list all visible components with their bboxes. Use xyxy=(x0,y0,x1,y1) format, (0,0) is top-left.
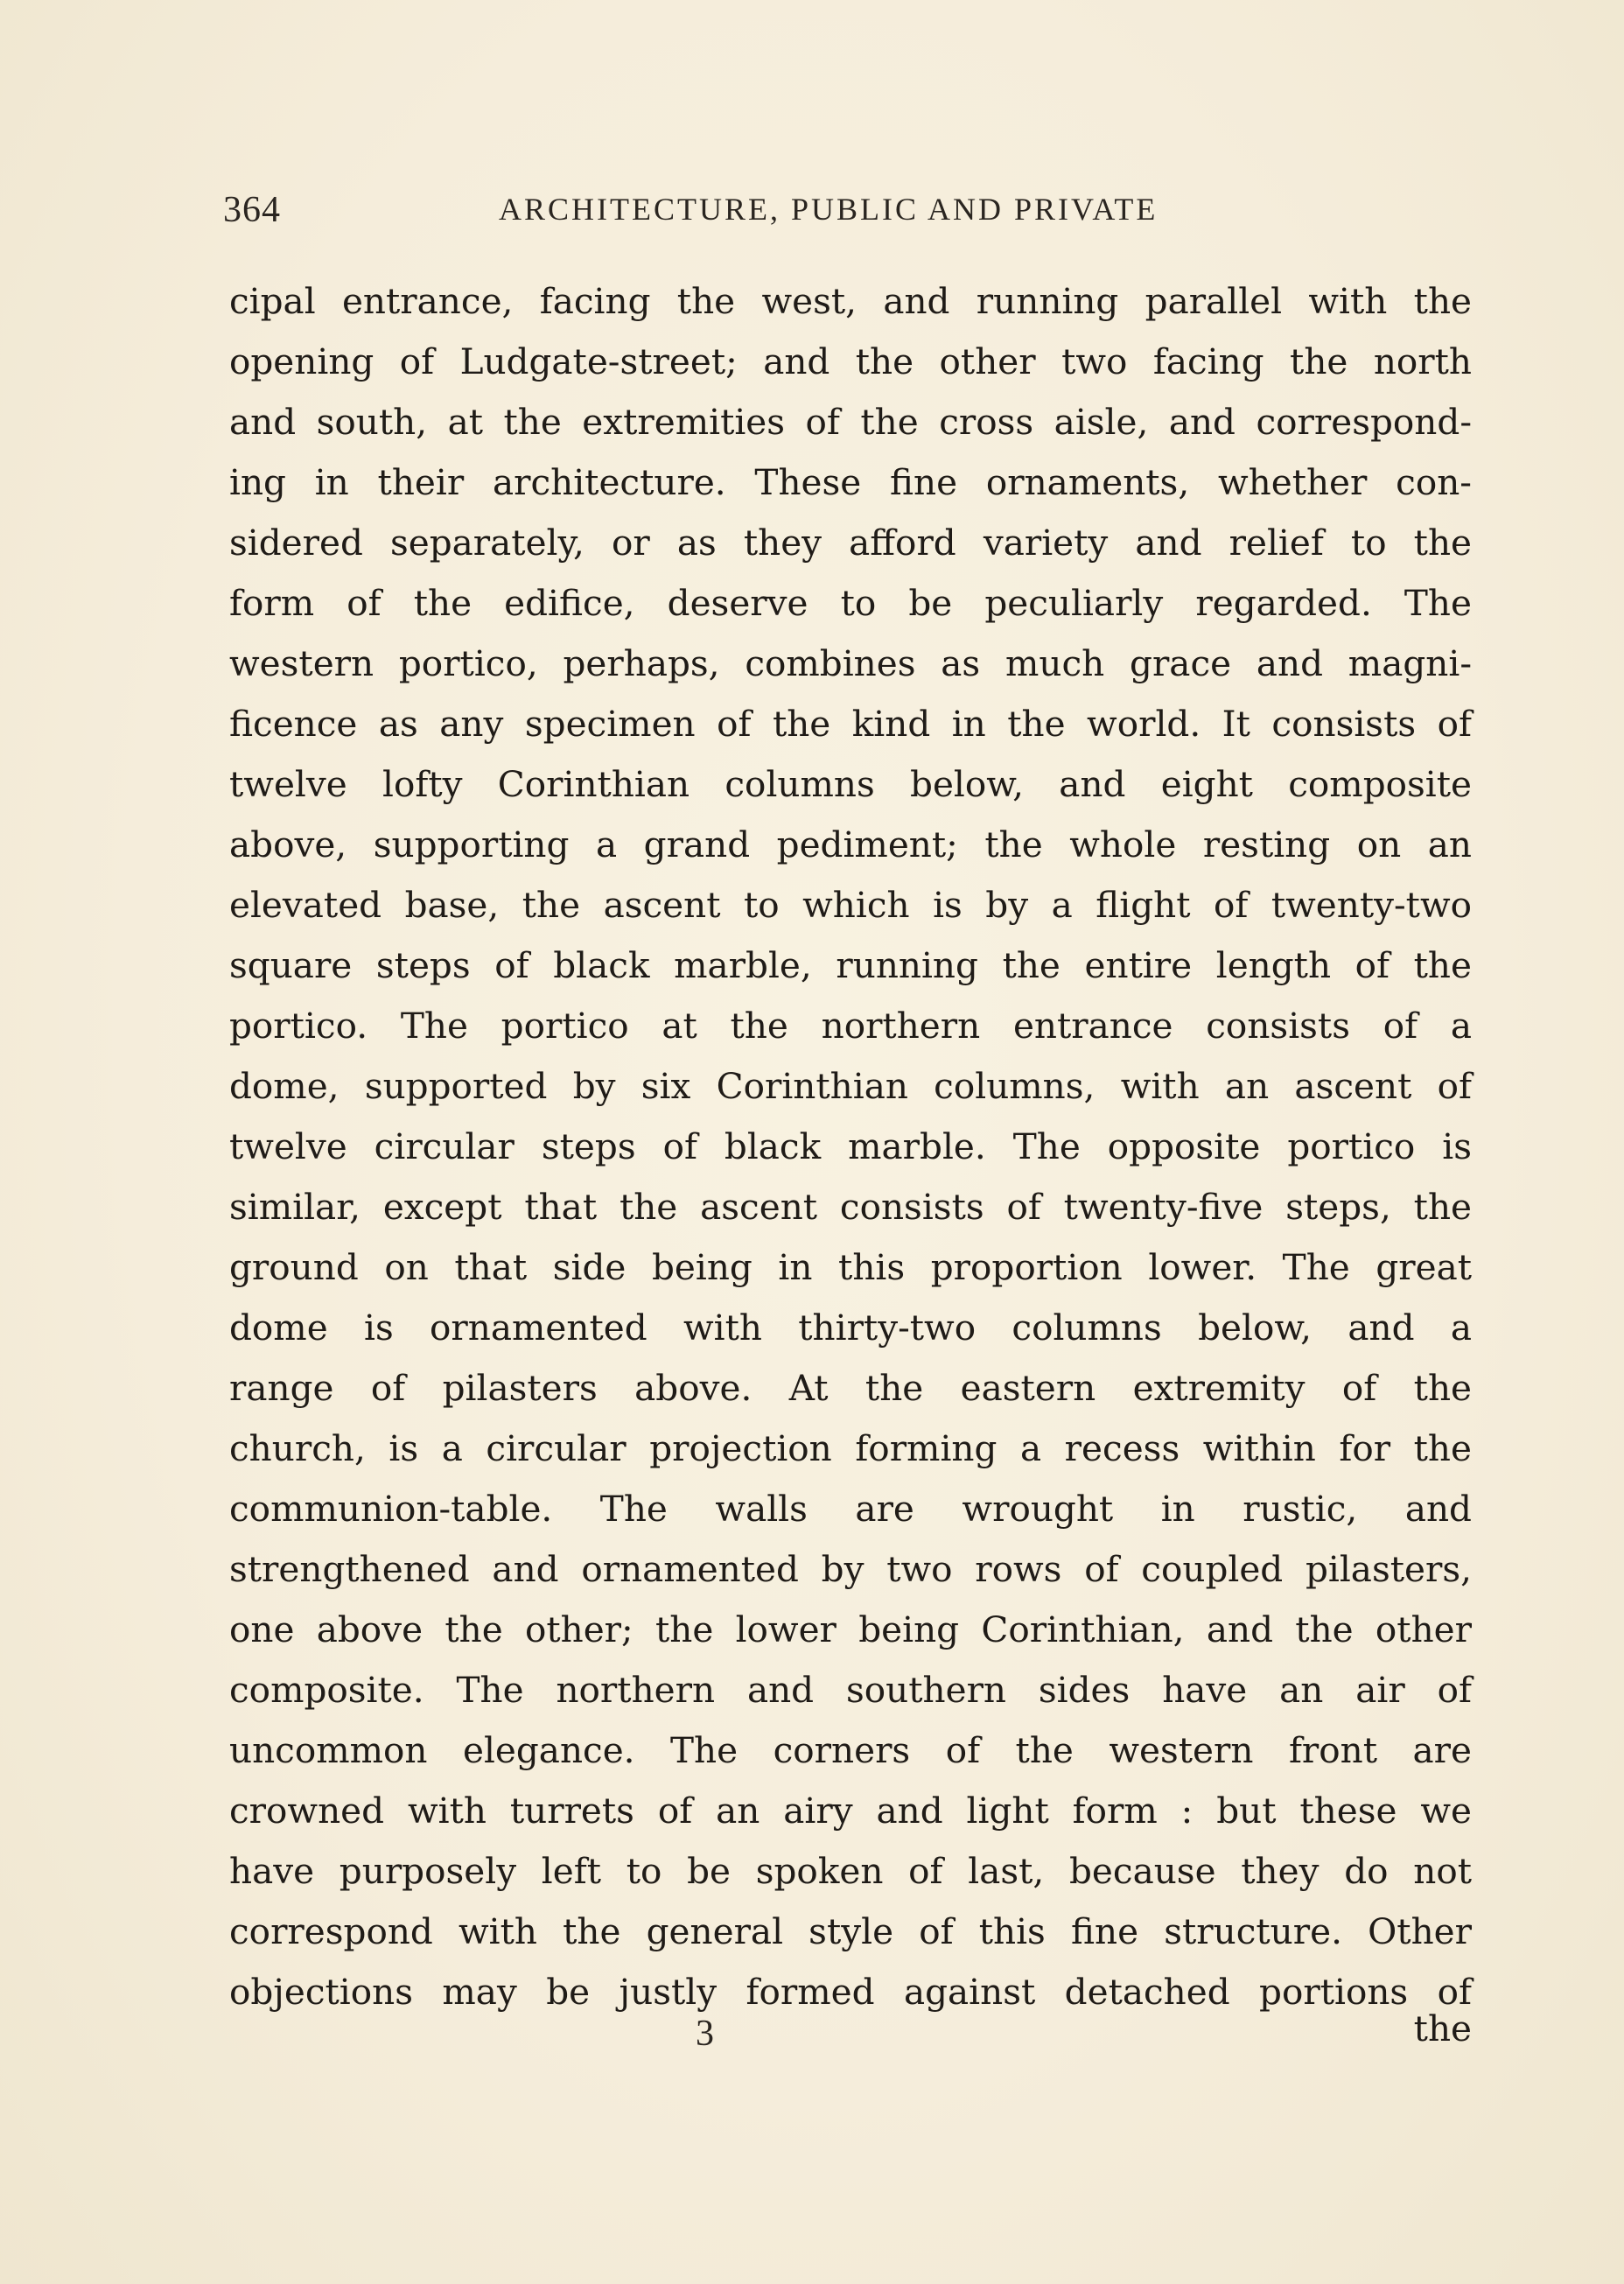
text-line: twelve lofty Corinthian columns below, and eight composite xyxy=(229,763,1472,805)
text-line: ing in their architecture. These fine ornaments, whether con- xyxy=(229,461,1472,503)
text-line: church, is a circular projection forming a recess within for the xyxy=(229,1427,1472,1469)
text-line: sidered separately, or as they afford variety and relief to the xyxy=(229,522,1472,564)
page-number: 364 xyxy=(223,190,281,230)
signature-mark: 3 xyxy=(696,2014,714,2054)
text-line: ficence as any specimen of the kind in the world. It consists of xyxy=(229,703,1472,745)
page-header xyxy=(223,184,1474,236)
text-line: strengthened and ornamented by two rows of coupled pilasters, xyxy=(229,1548,1472,1590)
text-line: ground on that side being in this proportion lower. The great xyxy=(229,1246,1472,1288)
running-head: ARCHITECTURE, PUBLIC AND PRIVATE xyxy=(499,192,1158,227)
text-line: range of pilasters above. At the eastern extremity of the xyxy=(229,1367,1472,1409)
text-line: correspond with the general style of this fine structure. Other xyxy=(229,1910,1472,1952)
text-line: opening of Ludgate-street; and the other two facing the north xyxy=(229,340,1472,382)
text-line: objections may be justly formed against detached portions of xyxy=(229,1971,1472,2013)
text-line: have purposely left to be spoken of last, because they do not xyxy=(229,1850,1472,1892)
text-line: composite. The northern and southern sides have an air of xyxy=(229,1669,1472,1711)
text-line: and south, at the extremities of the cross aisle, and correspond- xyxy=(229,401,1472,443)
text-line: portico. The portico at the northern entrance consists of a xyxy=(229,1005,1472,1047)
text-line: square steps of black marble, running the entire length of the xyxy=(229,944,1472,986)
text-line: one above the other; the lower being Corinthian, and the other xyxy=(229,1608,1472,1650)
text-line: above, supporting a grand pediment; the whole resting on an xyxy=(229,823,1472,865)
body-text xyxy=(229,271,1472,2022)
text-line: cipal entrance, facing the west, and running parallel with the xyxy=(229,280,1472,322)
text-line: crowned with turrets of an airy and light form : but these we xyxy=(229,1790,1472,1832)
text-line: western portico, perhaps, combines as much grace and magni- xyxy=(229,642,1472,684)
text-line: elevated base, the ascent to which is by a flight of twenty-two xyxy=(229,884,1472,926)
text-line: uncommon elegance. The corners of the western front are xyxy=(229,1729,1472,1771)
text-line: similar, except that the ascent consists of twenty-five steps, the xyxy=(229,1186,1472,1228)
text-line: twelve circular steps of black marble. The opposite portico is xyxy=(229,1125,1472,1167)
page-footer xyxy=(229,2007,1472,2074)
text-line: dome, supported by six Corinthian columns, with an ascent of xyxy=(229,1065,1472,1107)
text-line: communion-table. The walls are wrought in rustic, and xyxy=(229,1488,1472,1530)
catchword: the xyxy=(1413,2007,1472,2049)
text-line: dome is ornamented with thirty-two columns below, and a xyxy=(229,1307,1472,1349)
text-line: form of the edifice, deserve to be peculiarly regarded. The xyxy=(229,582,1472,624)
